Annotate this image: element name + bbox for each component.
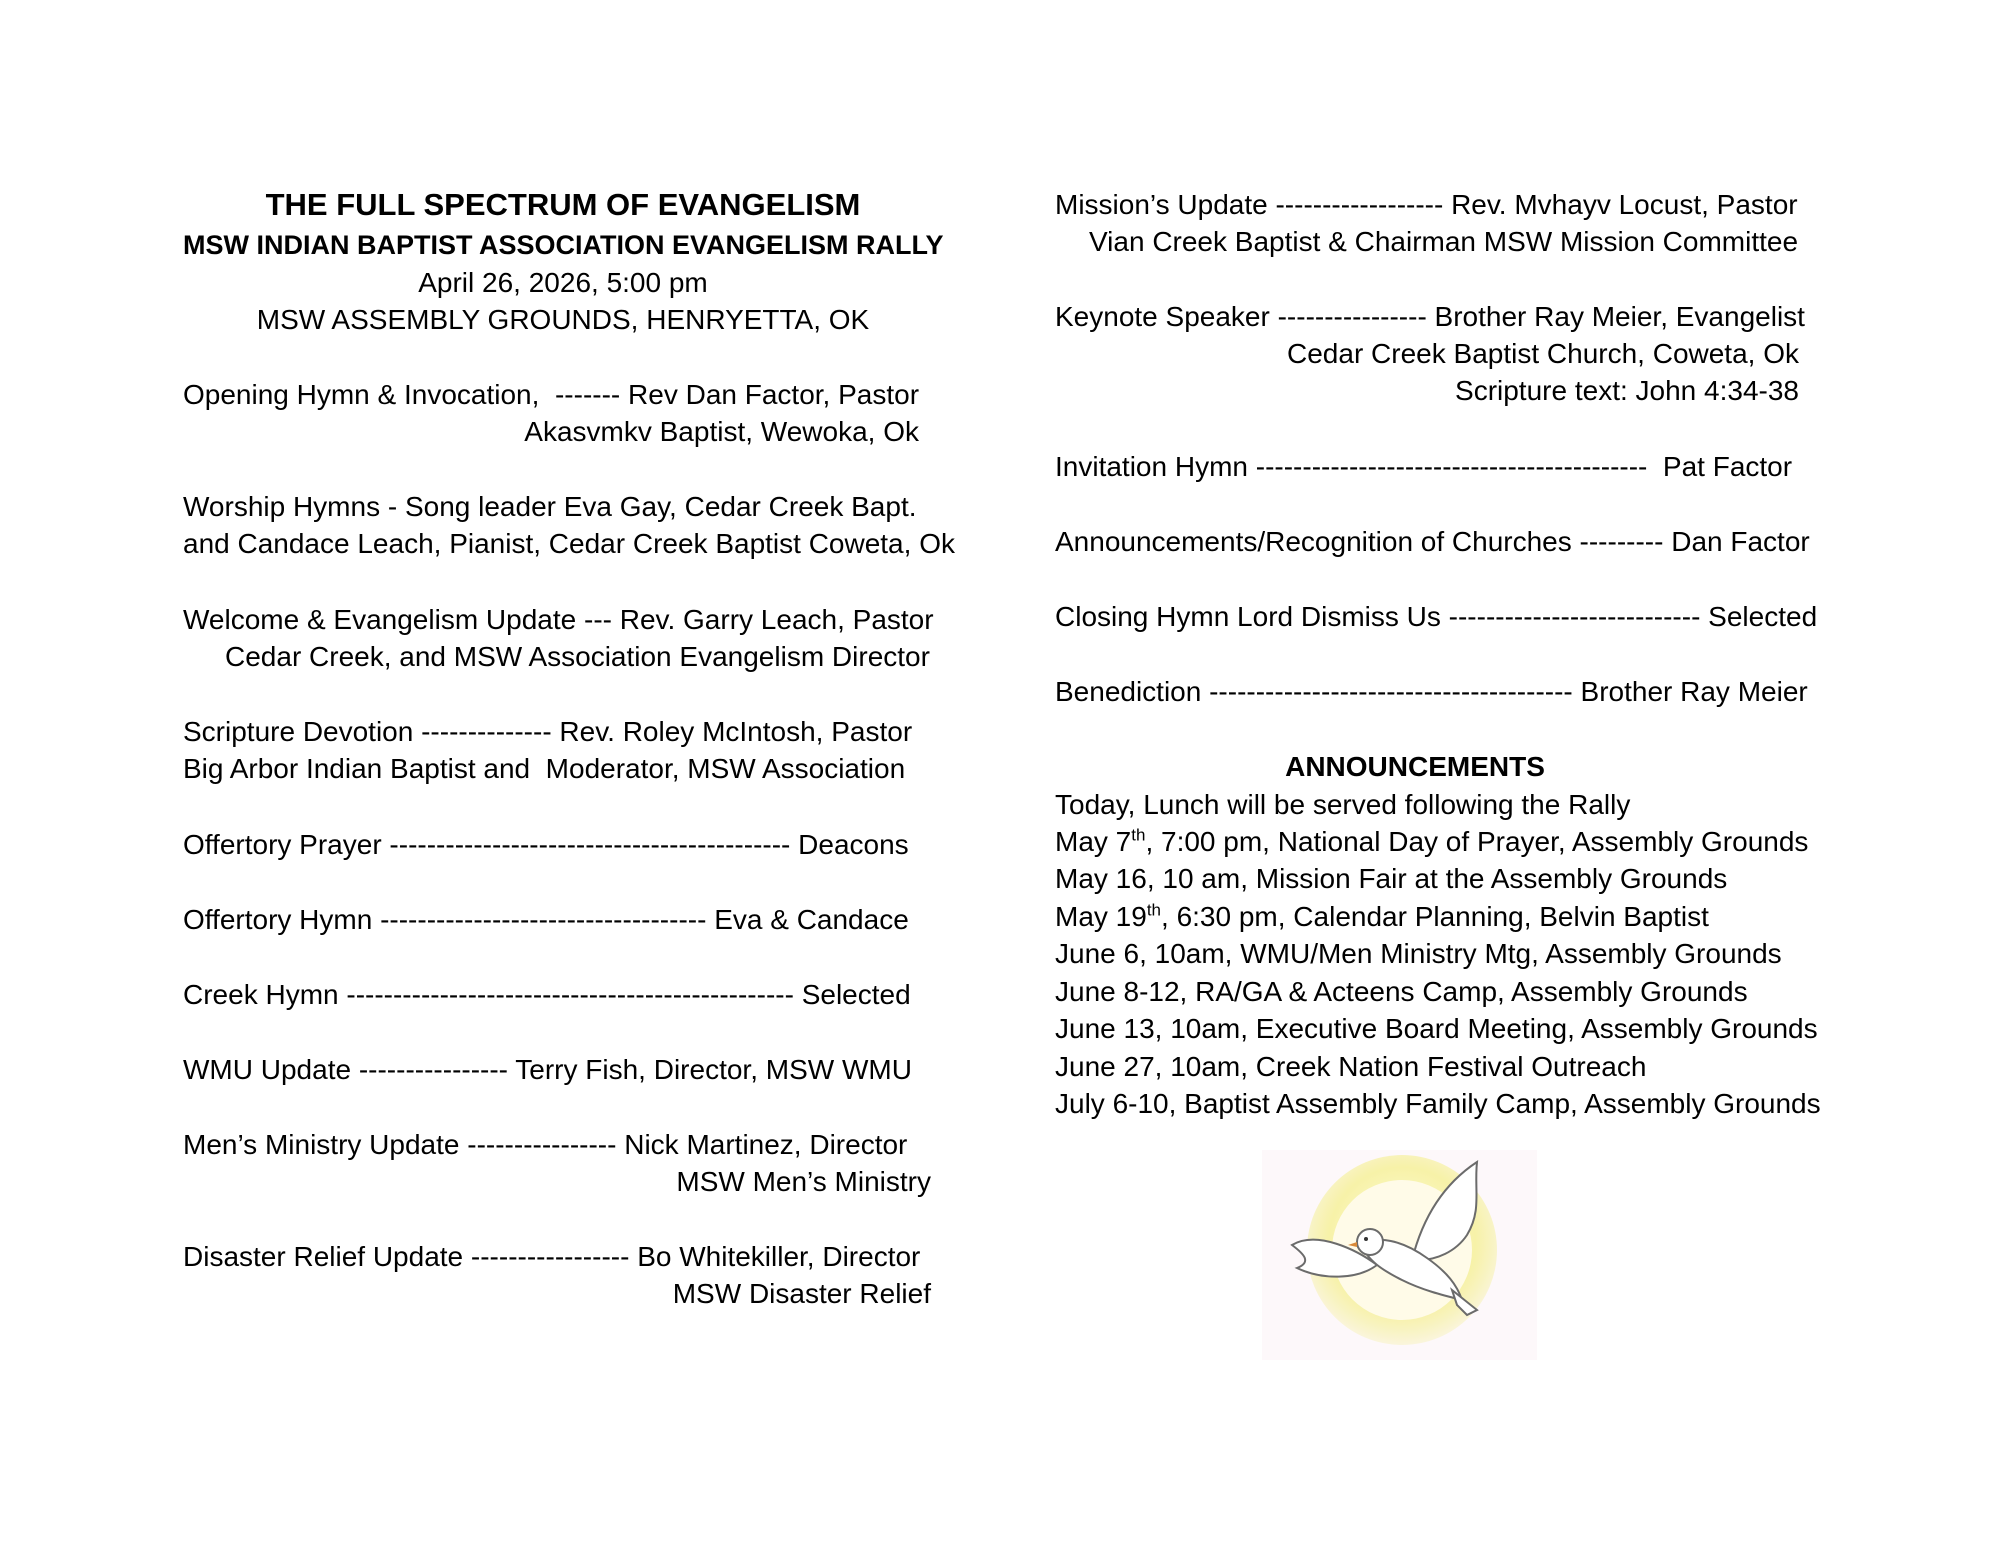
welcome-line: Welcome & Evangelism Update --- Rev. Garry Leach, Pastor: [183, 604, 934, 635]
announcement-item: June 8-12, RA/GA & Acteens Camp, Assembly Grounds: [1055, 976, 1748, 1007]
announcement-item: Today, Lunch will be served following the Rally: [1055, 789, 1631, 820]
announcements-recognition-line: Announcements/Recognition of Churches --------- Dan Factor: [1055, 526, 1810, 557]
offertory-prayer-line: Offertory Prayer ------------------------------------------- Deacons: [183, 829, 909, 860]
scripture-devotion-church: Big Arbor Indian Baptist and Moderator, MSW Association: [183, 753, 906, 784]
worship-hymns-line: Worship Hymns - Song leader Eva Gay, Cedar Creek Bapt.: [183, 491, 917, 522]
announcement-item: May 16, 10 am, Mission Fair at the Assembly Grounds: [1055, 863, 1728, 894]
dove-icon: [1262, 1150, 1537, 1360]
announcement-item: June 6, 10am, WMU/Men Ministry Mtg, Assembly Grounds: [1055, 938, 1782, 969]
offertory-hymn-line: Offertory Hymn ----------------------------------- Eva & Candace: [183, 904, 909, 935]
disaster-relief-line: Disaster Relief Update ----------------- Bo Whitekiller, Director: [183, 1241, 921, 1272]
event-date: April 26, 2026, 5:00 pm: [418, 267, 708, 298]
announcements-heading: ANNOUNCEMENTS: [1285, 751, 1545, 782]
invitation-hymn-line: Invitation Hymn ------------------------------------------ Pat Factor: [1055, 451, 1793, 482]
mens-ministry-org: MSW Men’s Ministry: [676, 1166, 931, 1197]
keynote-scripture: Scripture text: John 4:34-38: [1455, 375, 1799, 406]
benediction-line: Benediction --------------------------------------- Brother Ray Meier: [1055, 676, 1808, 707]
welcome-director: Cedar Creek, and MSW Association Evangelism Director: [225, 641, 930, 672]
announcement-item: July 6-10, Baptist Assembly Family Camp, Assembly Grounds: [1055, 1088, 1821, 1119]
announcement-item: May 19th, 6:30 pm, Calendar Planning, Belvin Baptist: [1055, 900, 1709, 932]
disaster-relief-org: MSW Disaster Relief: [672, 1278, 931, 1309]
creek-hymn-line: Creek Hymn ------------------------------------------------ Selected: [183, 979, 911, 1010]
announcement-item: June 13, 10am, Executive Board Meeting, Assembly Grounds: [1055, 1013, 1818, 1044]
announcement-item: June 27, 10am, Creek Nation Festival Outreach: [1055, 1051, 1647, 1082]
scripture-devotion-line: Scripture Devotion -------------- Rev. Roley McIntosh, Pastor: [183, 716, 913, 747]
announcement-item: May 7th, 7:00 pm, National Day of Prayer, Assembly Grounds: [1055, 825, 1809, 857]
page-title: THE FULL SPECTRUM OF EVANGELISM: [265, 187, 861, 222]
event-location: MSW ASSEMBLY GROUNDS, HENRYETTA, OK: [256, 304, 870, 335]
opening-hymn-line: Opening Hymn & Invocation, ------- Rev Dan Factor, Pastor: [183, 379, 920, 410]
page-subtitle: MSW INDIAN BAPTIST ASSOCIATION EVANGELISM RALLY: [183, 230, 944, 260]
closing-hymn-line: Closing Hymn Lord Dismiss Us --------------------------- Selected: [1055, 601, 1818, 632]
wmu-update-line: WMU Update ---------------- Terry Fish, Director, MSW WMU: [183, 1054, 912, 1085]
mens-ministry-line: Men’s Ministry Update ---------------- Nick Martinez, Director: [183, 1129, 908, 1160]
keynote-speaker-line: Keynote Speaker ---------------- Brother Ray Meier, Evangelist: [1055, 301, 1805, 332]
keynote-church: Cedar Creek Baptist Church, Coweta, Ok: [1287, 338, 1799, 369]
missions-update-church: Vian Creek Baptist & Chairman MSW Mission Committee: [1089, 226, 1799, 257]
worship-hymns-pianist: and Candace Leach, Pianist, Cedar Creek Baptist Coweta, Ok: [183, 528, 955, 559]
missions-update-line: Mission’s Update ------------------ Rev. Mvhayv Locust, Pastor: [1055, 189, 1798, 220]
opening-hymn-church: Akasvmkv Baptist, Wewoka, Ok: [524, 416, 919, 447]
